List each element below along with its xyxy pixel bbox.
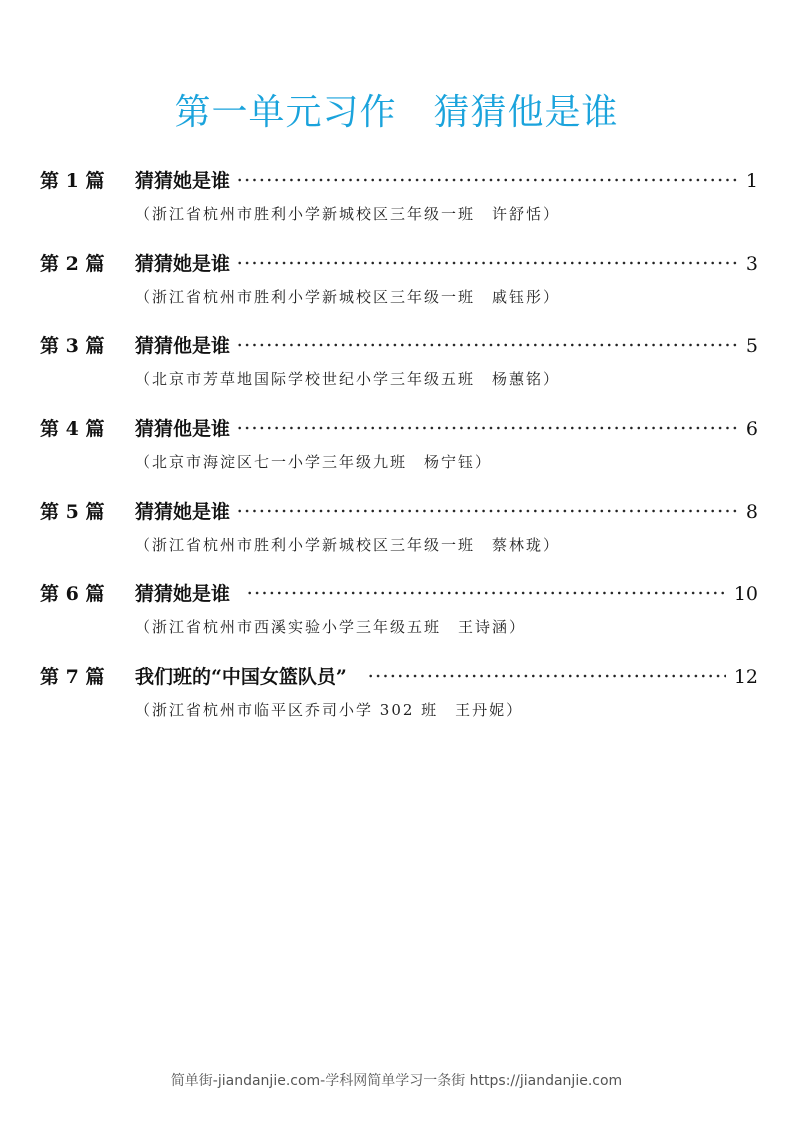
toc-entry[interactable]: [40, 331, 758, 388]
entry-page-number: 3: [745, 253, 758, 275]
toc-entry[interactable]: [40, 414, 758, 471]
entry-title: 我们班的“中国女篮队员”: [135, 666, 347, 688]
entry-page-number: 6: [745, 418, 758, 440]
entry-title: 猜猜他是谁: [135, 418, 231, 440]
toc-entry[interactable]: [40, 662, 758, 719]
entry-number: 第 1 篇: [40, 170, 105, 192]
entry-title: 猜猜她是谁: [135, 583, 231, 605]
entry-title: 猜猜她是谁: [135, 170, 231, 192]
dot-leader: [236, 509, 738, 513]
entry-source: （浙江省杭州市西溪实验小学三年级五班 王诗涵）: [135, 618, 527, 636]
entry-page-number: 5: [745, 335, 758, 357]
dot-leader: [236, 178, 738, 182]
entry-number: 第 4 篇: [40, 418, 105, 440]
entry-source: （浙江省杭州市胜利小学新城校区三年级一班 许舒恬）: [135, 205, 561, 223]
toc-entry[interactable]: [40, 579, 758, 636]
entry-page-number: 8: [745, 501, 758, 523]
entry-page-number: 10: [733, 583, 758, 605]
toc-entry[interactable]: [40, 497, 758, 554]
toc-entry[interactable]: [40, 166, 758, 223]
entry-source: （浙江省杭州市胜利小学新城校区三年级一班 蔡林珑）: [135, 536, 561, 554]
entry-number: 第 5 篇: [40, 501, 105, 523]
entry-page-number: 12: [733, 666, 758, 688]
page-title: 第一单元习作 猜猜他是谁: [174, 92, 619, 133]
entry-source: （浙江省杭州市临平区乔司小学 302 班 王丹妮）: [135, 701, 524, 719]
entry-number: 第 7 篇: [40, 666, 105, 688]
footer-watermark: 简单街-jiandanjie.com-学科网简单学习一条街 https://jiandanjie.com: [170, 1073, 623, 1089]
dot-leader: [367, 674, 726, 678]
entry-title: 猜猜她是谁: [135, 253, 231, 275]
dot-leader: [236, 426, 738, 430]
dot-leader: [246, 591, 726, 595]
entry-page-number: 1: [745, 170, 758, 192]
entry-title: 猜猜她是谁: [135, 501, 231, 523]
entry-number: 第 3 篇: [40, 335, 105, 357]
entry-source: （北京市芳草地国际学校世纪小学三年级五班 杨蕙铭）: [135, 370, 561, 388]
entry-number: 第 2 篇: [40, 253, 105, 275]
entry-number: 第 6 篇: [40, 583, 105, 605]
entry-source: （浙江省杭州市胜利小学新城校区三年级一班 戚钰彤）: [135, 288, 561, 306]
dot-leader: [236, 261, 738, 265]
dot-leader: [236, 343, 738, 347]
entry-source: （北京市海淀区七一小学三年级九班 杨宁钰）: [135, 453, 493, 471]
entry-title: 猜猜他是谁: [135, 335, 231, 357]
toc-entry[interactable]: [40, 249, 758, 306]
